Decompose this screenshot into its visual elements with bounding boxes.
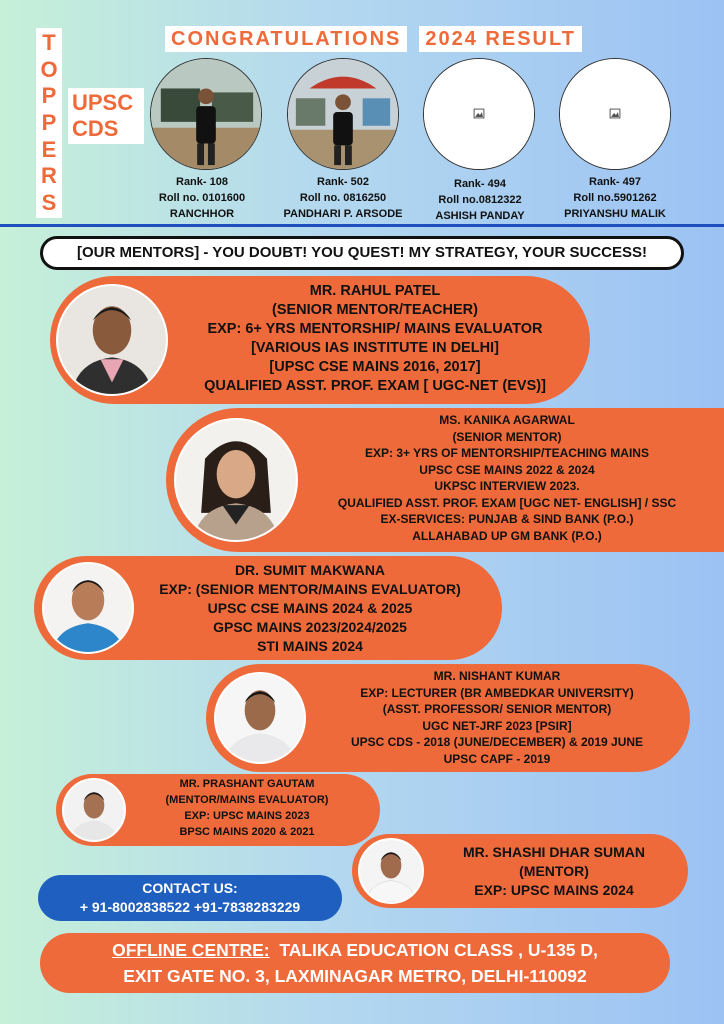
toppers-letter: S [41, 189, 57, 215]
exam-line: CDS [72, 116, 119, 141]
topper-rank: Rank- 494 [454, 178, 506, 190]
mentor-line: (SENIOR MENTOR/TEACHER) [272, 302, 478, 318]
mentor-portrait [176, 420, 296, 540]
mentor-text [302, 412, 712, 544]
mentor-portrait [58, 286, 166, 394]
topper-info [540, 174, 690, 222]
topper-info [405, 176, 555, 224]
contact-title: CONTACT US: [142, 880, 238, 896]
mentor-line: UPSC CAPF - 2019 [443, 751, 551, 766]
topper-rank: Rank- 502 [317, 176, 369, 188]
mentor-line: EXP: LECTURER (BR AMBEDKAR UNIVERSITY) [360, 685, 634, 700]
mentor-line: MR. NISHANT KUMAR [433, 669, 561, 683]
topper-photo-image [151, 59, 261, 169]
mentor-portrait [44, 564, 132, 652]
mentor-line: DR. SUMIT MAKWANA [234, 562, 386, 578]
mentor-line: EXP: UPSC MAINS 2024 [474, 882, 634, 898]
mentor-line: BPSC MAINS 2020 & 2021 [179, 826, 315, 838]
congrats-word: CONGRATULATIONS [165, 26, 407, 52]
mentor-portrait [216, 674, 304, 762]
mentor-line: UPSC CDS - 2018 (JUNE/DECEMBER) & 2019 JUNE [350, 735, 644, 749]
topper-photo [287, 58, 399, 170]
exam-tag [68, 88, 144, 144]
mentor-text [430, 843, 678, 900]
topper-roll: Roll no.0812322 [438, 194, 522, 206]
topper-photo [559, 58, 671, 170]
mentor-photo [174, 418, 298, 542]
offline-label: OFFLINE CENTRE: [112, 940, 270, 960]
toppers-letter: T [42, 30, 56, 55]
topper-roll: Roll no.5901262 [573, 192, 657, 204]
mentor-portrait [64, 780, 124, 840]
image-placeholder-icon [424, 59, 534, 169]
result-word: 2024 RESULT [419, 26, 582, 52]
mentor-line: [UPSC CSE MAINS 2016, 2017] [269, 359, 481, 375]
mentor-line: ALLAHABAD UP GM BANK (P.O.) [412, 528, 602, 543]
mentor-line: EXP: 6+ YRS MENTORSHIP/ MAINS EVALUATOR [207, 321, 543, 337]
topper-roll: Roll no. 0101600 [158, 192, 246, 204]
contact-phones[interactable]: + 91-8002838522 +91-7838283229 [79, 899, 301, 915]
topper-photo [423, 58, 535, 170]
mentor-line: UPSC CSE MAINS 2022 & 2024 [419, 462, 595, 477]
exam-line: UPSC [72, 90, 134, 115]
mentor-text [140, 561, 480, 656]
topper-name: PRIYANSHU MALIK [564, 208, 666, 220]
image-placeholder-icon [560, 59, 670, 169]
topper-name: ASHISH PANDAY [435, 210, 525, 222]
mentor-line: GPSC MAINS 2023/2024/2025 [213, 619, 407, 635]
mentor-photo [214, 672, 306, 764]
mentor-line: MR. PRASHANT GAUTAM [179, 778, 315, 790]
topper-name: PANDHARI P. ARSODE [283, 208, 403, 220]
mentor-line: EXP: (SENIOR MENTOR/MAINS EVALUATOR) [159, 581, 461, 597]
offline-address-1: TALIKA EDUCATION CLASS , U-135 D, [269, 940, 598, 960]
mentor-line: EXP: UPSC MAINS 2023 [184, 810, 310, 822]
toppers-letter: R [41, 163, 57, 189]
mentor-line: QUALIFIED ASST. PROF. EXAM [UGC NET- ENGLISH] / SSC [337, 495, 677, 510]
mentor-text [170, 282, 580, 396]
mentor-line: STI MAINS 2024 [257, 638, 363, 654]
topper-rank: Rank- 108 [176, 176, 228, 188]
mentor-line: QUALIFIED ASST. PROF. EXAM [ UGC-NET (EVS)] [204, 378, 546, 394]
mentor-photo [42, 562, 134, 654]
mentor-line: UKPSC INTERVIEW 2023. [434, 479, 580, 493]
mentor-line: [VARIOUS IAS INSTITUTE IN DELHI] [251, 340, 499, 356]
mentor-line: UGC NET-JRF 2023 [PSIR] [422, 718, 572, 733]
mentor-line: UPSC CSE MAINS 2024 & 2025 [207, 600, 413, 616]
topper-info [127, 174, 277, 222]
mentor-text [312, 668, 682, 767]
topper-rank: Rank- 497 [589, 176, 641, 188]
mentor-line: (MENTOR) [519, 863, 589, 879]
toppers-letter: E [41, 136, 57, 162]
contact-box [38, 875, 342, 921]
mentor-line: (ASST. PROFESSOR/ SENIOR MENTOR) [382, 702, 612, 716]
offline-centre-box [40, 933, 670, 993]
mentor-banner: [OUR MENTORS] - YOU DOUBT! YOU QUEST! MY STRATEGY, YOUR SUCCESS! [40, 236, 684, 270]
topper-name: RANCHHOR [169, 208, 235, 220]
mentor-photo [358, 838, 424, 904]
mentor-line: (MENTOR/MAINS EVALUATOR) [165, 794, 329, 806]
mentor-line: MR. RAHUL PATEL [309, 283, 441, 299]
mentor-line: EX-SERVICES: PUNJAB & SIND BANK (P.O.) [380, 512, 634, 526]
topper-photo [150, 58, 262, 170]
topper-info [268, 174, 418, 222]
mentor-photo [62, 778, 126, 842]
mentor-line: MR. SHASHI DHAR SUMAN [463, 844, 645, 860]
mentor-photo [56, 284, 168, 396]
congrats-heading [165, 26, 587, 52]
section-divider [0, 224, 724, 227]
toppers-letter: O [40, 56, 58, 82]
toppers-vertical-label [36, 28, 62, 218]
topper-roll: Roll no. 0816250 [299, 192, 387, 204]
mentor-text [132, 776, 362, 840]
mentor-portrait [360, 840, 422, 902]
offline-line-1 [40, 937, 670, 963]
offline-address-2: EXIT GATE NO. 3, LAXMINAGAR METRO, DELHI-110092 [123, 966, 587, 986]
mentor-line: MS. KANIKA AGARWAL [439, 413, 575, 427]
toppers-letter: P [41, 83, 57, 109]
mentor-line: (SENIOR MENTOR) [452, 429, 562, 444]
toppers-letter: P [41, 109, 57, 135]
mentor-line: EXP: 3+ YRS OF MENTORSHIP/TEACHING MAINS [365, 446, 649, 460]
topper-photo-image [288, 59, 398, 169]
